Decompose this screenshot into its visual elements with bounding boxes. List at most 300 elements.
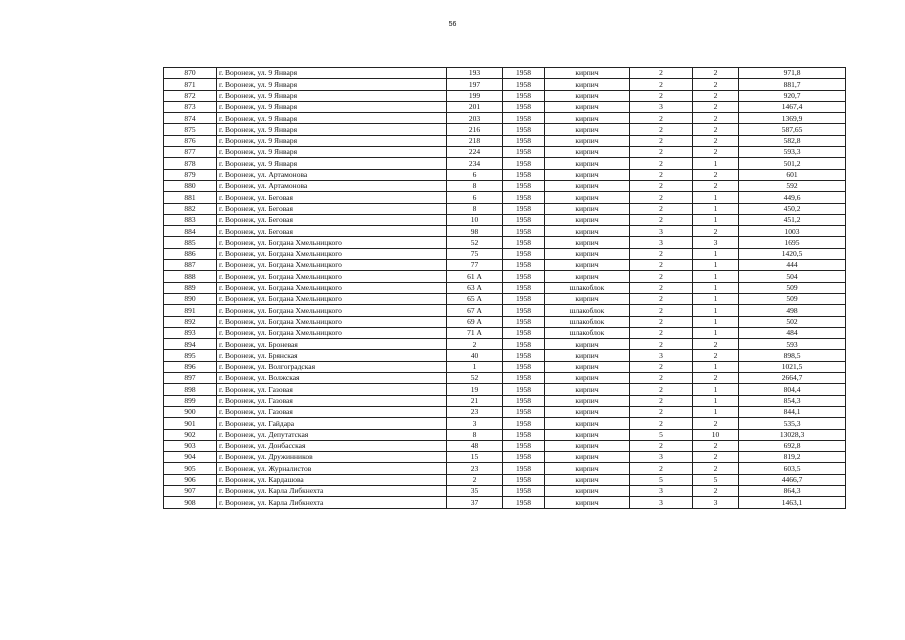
floors-cell: 5 xyxy=(630,429,693,440)
row-number-cell: 899 xyxy=(164,395,217,406)
floors-cell: 2 xyxy=(630,316,693,327)
table-row xyxy=(164,440,846,451)
entrances-cell: 2 xyxy=(693,169,739,180)
year-cell: 1958 xyxy=(503,497,545,508)
address-cell: г. Воронеж, ул. 9 Января xyxy=(217,124,447,135)
table-row xyxy=(164,135,846,146)
floors-cell: 2 xyxy=(630,384,693,395)
address-cell: г. Воронеж, ул. Богдана Хмельницкого xyxy=(217,237,447,248)
row-number-cell: 873 xyxy=(164,101,217,112)
house-number-cell: 71 А xyxy=(447,327,503,338)
material-cell: кирпич xyxy=(545,158,630,169)
material-cell: кирпич xyxy=(545,169,630,180)
address-cell: г. Воронеж, ул. Артамонова xyxy=(217,169,447,180)
material-cell: кирпич xyxy=(545,147,630,158)
table-row xyxy=(164,147,846,158)
house-number-cell: 75 xyxy=(447,248,503,259)
row-number-cell: 905 xyxy=(164,463,217,474)
table-row xyxy=(164,79,846,90)
material-cell: кирпич xyxy=(545,180,630,191)
row-number-cell: 896 xyxy=(164,361,217,372)
row-number-cell: 872 xyxy=(164,90,217,101)
year-cell: 1958 xyxy=(503,316,545,327)
year-cell: 1958 xyxy=(503,237,545,248)
house-number-cell: 8 xyxy=(447,429,503,440)
house-number-cell: 15 xyxy=(447,452,503,463)
house-number-cell: 48 xyxy=(447,440,503,451)
address-cell: г. Воронеж, ул. 9 Января xyxy=(217,101,447,112)
floors-cell: 2 xyxy=(630,214,693,225)
floors-cell: 2 xyxy=(630,158,693,169)
house-number-cell: 216 xyxy=(447,124,503,135)
house-number-cell: 77 xyxy=(447,260,503,271)
floors-cell: 2 xyxy=(630,135,693,146)
table-row xyxy=(164,282,846,293)
entrances-cell: 2 xyxy=(693,135,739,146)
area-cell: 1021,5 xyxy=(739,361,846,372)
address-cell: г. Воронеж, ул. Богдана Хмельницкого xyxy=(217,316,447,327)
year-cell: 1958 xyxy=(503,339,545,350)
entrances-cell: 1 xyxy=(693,293,739,304)
floors-cell: 2 xyxy=(630,293,693,304)
table-row xyxy=(164,226,846,237)
year-cell: 1958 xyxy=(503,79,545,90)
row-number-cell: 882 xyxy=(164,203,217,214)
house-number-cell: 98 xyxy=(447,226,503,237)
area-cell: 864,3 xyxy=(739,485,846,496)
material-cell: кирпич xyxy=(545,339,630,350)
entrances-cell: 2 xyxy=(693,440,739,451)
floors-cell: 2 xyxy=(630,282,693,293)
house-number-cell: 37 xyxy=(447,497,503,508)
material-cell: кирпич xyxy=(545,418,630,429)
material-cell: кирпич xyxy=(545,226,630,237)
house-number-cell: 199 xyxy=(447,90,503,101)
floors-cell: 2 xyxy=(630,373,693,384)
floors-cell: 2 xyxy=(630,463,693,474)
material-cell: кирпич xyxy=(545,395,630,406)
area-cell: 587,65 xyxy=(739,124,846,135)
area-cell: 450,2 xyxy=(739,203,846,214)
entrances-cell: 2 xyxy=(693,147,739,158)
address-cell: г. Воронеж, ул. Богдана Хмельницкого xyxy=(217,327,447,338)
table-row xyxy=(164,339,846,350)
address-cell: г. Воронеж, ул. Богдана Хмельницкого xyxy=(217,305,447,316)
house-number-cell: 218 xyxy=(447,135,503,146)
entrances-cell: 2 xyxy=(693,373,739,384)
area-cell: 1467,4 xyxy=(739,101,846,112)
area-cell: 854,3 xyxy=(739,395,846,406)
row-number-cell: 897 xyxy=(164,373,217,384)
material-cell: кирпич xyxy=(545,248,630,259)
area-cell: 592 xyxy=(739,180,846,191)
address-cell: г. Воронеж, ул. Газовая xyxy=(217,406,447,417)
row-number-cell: 904 xyxy=(164,452,217,463)
row-number-cell: 874 xyxy=(164,113,217,124)
house-number-cell: 224 xyxy=(447,147,503,158)
house-number-cell: 2 xyxy=(447,474,503,485)
address-cell: г. Воронеж, ул. 9 Января xyxy=(217,147,447,158)
entrances-cell: 3 xyxy=(693,237,739,248)
year-cell: 1958 xyxy=(503,452,545,463)
floors-cell: 3 xyxy=(630,350,693,361)
area-cell: 449,6 xyxy=(739,192,846,203)
address-cell: г. Воронеж, ул. Карла Либкнехта xyxy=(217,485,447,496)
entrances-cell: 1 xyxy=(693,327,739,338)
entrances-cell: 2 xyxy=(693,485,739,496)
floors-cell: 3 xyxy=(630,452,693,463)
house-number-cell: 40 xyxy=(447,350,503,361)
material-cell: кирпич xyxy=(545,203,630,214)
table-row xyxy=(164,158,846,169)
house-number-cell: 6 xyxy=(447,192,503,203)
row-number-cell: 875 xyxy=(164,124,217,135)
table-row xyxy=(164,260,846,271)
year-cell: 1958 xyxy=(503,68,545,79)
area-cell: 601 xyxy=(739,169,846,180)
floors-cell: 2 xyxy=(630,147,693,158)
row-number-cell: 877 xyxy=(164,147,217,158)
floors-cell: 2 xyxy=(630,305,693,316)
address-cell: г. Воронеж, ул. Газовая xyxy=(217,384,447,395)
table-row xyxy=(164,474,846,485)
area-cell: 498 xyxy=(739,305,846,316)
entrances-cell: 1 xyxy=(693,192,739,203)
table-row xyxy=(164,90,846,101)
address-cell: г. Воронеж, ул. Гайдара xyxy=(217,418,447,429)
entrances-cell: 2 xyxy=(693,418,739,429)
entrances-cell: 3 xyxy=(693,497,739,508)
floors-cell: 2 xyxy=(630,418,693,429)
table-row xyxy=(164,361,846,372)
entrances-cell: 1 xyxy=(693,271,739,282)
area-cell: 898,5 xyxy=(739,350,846,361)
table-row xyxy=(164,180,846,191)
table-row xyxy=(164,248,846,259)
year-cell: 1958 xyxy=(503,192,545,203)
entrances-cell: 1 xyxy=(693,282,739,293)
floors-cell: 2 xyxy=(630,395,693,406)
year-cell: 1958 xyxy=(503,124,545,135)
address-cell: г. Воронеж, ул. Богдана Хмельницкого xyxy=(217,260,447,271)
entrances-cell: 2 xyxy=(693,463,739,474)
year-cell: 1958 xyxy=(503,485,545,496)
entrances-cell: 1 xyxy=(693,248,739,259)
year-cell: 1958 xyxy=(503,395,545,406)
address-cell: г. Воронеж, ул. Богдана Хмельницкого xyxy=(217,293,447,304)
row-number-cell: 889 xyxy=(164,282,217,293)
area-cell: 535,3 xyxy=(739,418,846,429)
floors-cell: 2 xyxy=(630,327,693,338)
house-number-cell: 201 xyxy=(447,101,503,112)
address-cell: г. Воронеж, ул. Газовая xyxy=(217,395,447,406)
floors-cell: 2 xyxy=(630,440,693,451)
area-cell: 509 xyxy=(739,282,846,293)
area-cell: 1463,1 xyxy=(739,497,846,508)
area-cell: 844,1 xyxy=(739,406,846,417)
house-number-cell: 197 xyxy=(447,79,503,90)
address-cell: г. Воронеж, ул. Броневая xyxy=(217,339,447,350)
entrances-cell: 2 xyxy=(693,90,739,101)
material-cell: кирпич xyxy=(545,485,630,496)
entrances-cell: 10 xyxy=(693,429,739,440)
entrances-cell: 2 xyxy=(693,101,739,112)
table-row xyxy=(164,395,846,406)
material-cell: кирпич xyxy=(545,135,630,146)
address-cell: г. Воронеж, ул. Богдана Хмельницкого xyxy=(217,271,447,282)
address-cell: г. Воронеж, ул. Беговая xyxy=(217,214,447,225)
table-row xyxy=(164,316,846,327)
year-cell: 1958 xyxy=(503,406,545,417)
floors-cell: 2 xyxy=(630,260,693,271)
area-cell: 804,4 xyxy=(739,384,846,395)
row-number-cell: 908 xyxy=(164,497,217,508)
floors-cell: 2 xyxy=(630,248,693,259)
year-cell: 1958 xyxy=(503,113,545,124)
row-number-cell: 895 xyxy=(164,350,217,361)
house-number-cell: 61 А xyxy=(447,271,503,282)
row-number-cell: 879 xyxy=(164,169,217,180)
table-row xyxy=(164,384,846,395)
floors-cell: 2 xyxy=(630,339,693,350)
entrances-cell: 5 xyxy=(693,474,739,485)
floors-cell: 2 xyxy=(630,361,693,372)
area-cell: 504 xyxy=(739,271,846,282)
row-number-cell: 900 xyxy=(164,406,217,417)
entrances-cell: 1 xyxy=(693,158,739,169)
area-cell: 819,2 xyxy=(739,452,846,463)
house-number-cell: 23 xyxy=(447,463,503,474)
house-number-cell: 193 xyxy=(447,68,503,79)
row-number-cell: 906 xyxy=(164,474,217,485)
material-cell: кирпич xyxy=(545,373,630,384)
address-cell: г. Воронеж, ул. Богдана Хмельницкого xyxy=(217,282,447,293)
material-cell: кирпич xyxy=(545,497,630,508)
year-cell: 1958 xyxy=(503,327,545,338)
table-row xyxy=(164,271,846,282)
address-cell: г. Воронеж, ул. 9 Января xyxy=(217,113,447,124)
floors-cell: 2 xyxy=(630,169,693,180)
floors-cell: 2 xyxy=(630,203,693,214)
year-cell: 1958 xyxy=(503,271,545,282)
table-row xyxy=(164,101,846,112)
entrances-cell: 2 xyxy=(693,339,739,350)
address-cell: г. Воронеж, ул. Брянская xyxy=(217,350,447,361)
address-cell: г. Воронеж, ул. Донбасская xyxy=(217,440,447,451)
area-cell: 603,5 xyxy=(739,463,846,474)
year-cell: 1958 xyxy=(503,248,545,259)
floors-cell: 3 xyxy=(630,485,693,496)
table-row xyxy=(164,169,846,180)
row-number-cell: 887 xyxy=(164,260,217,271)
row-number-cell: 892 xyxy=(164,316,217,327)
table-row xyxy=(164,418,846,429)
floors-cell: 3 xyxy=(630,101,693,112)
address-cell: г. Воронеж, ул. Волгоградская xyxy=(217,361,447,372)
year-cell: 1958 xyxy=(503,293,545,304)
address-cell: г. Воронеж, ул. Беговая xyxy=(217,192,447,203)
table-row xyxy=(164,327,846,338)
year-cell: 1958 xyxy=(503,169,545,180)
floors-cell: 2 xyxy=(630,68,693,79)
material-cell: кирпич xyxy=(545,440,630,451)
area-cell: 13028,3 xyxy=(739,429,846,440)
entrances-cell: 1 xyxy=(693,384,739,395)
material-cell: кирпич xyxy=(545,113,630,124)
area-cell: 1003 xyxy=(739,226,846,237)
table-row xyxy=(164,485,846,496)
area-cell: 1695 xyxy=(739,237,846,248)
row-number-cell: 878 xyxy=(164,158,217,169)
house-number-cell: 35 xyxy=(447,485,503,496)
house-number-cell: 63 А xyxy=(447,282,503,293)
house-number-cell: 2 xyxy=(447,339,503,350)
house-number-cell: 21 xyxy=(447,395,503,406)
floors-cell: 3 xyxy=(630,226,693,237)
material-cell: кирпич xyxy=(545,361,630,372)
table-row xyxy=(164,237,846,248)
row-number-cell: 884 xyxy=(164,226,217,237)
year-cell: 1958 xyxy=(503,101,545,112)
row-number-cell: 880 xyxy=(164,180,217,191)
year-cell: 1958 xyxy=(503,361,545,372)
entrances-cell: 2 xyxy=(693,226,739,237)
area-cell: 501,2 xyxy=(739,158,846,169)
material-cell: кирпич xyxy=(545,452,630,463)
material-cell: шлакоблок xyxy=(545,305,630,316)
row-number-cell: 903 xyxy=(164,440,217,451)
table-row xyxy=(164,463,846,474)
area-cell: 920,7 xyxy=(739,90,846,101)
material-cell: кирпич xyxy=(545,384,630,395)
table-row xyxy=(164,497,846,508)
year-cell: 1958 xyxy=(503,226,545,237)
floors-cell: 3 xyxy=(630,497,693,508)
address-cell: г. Воронеж, ул. Журналистов xyxy=(217,463,447,474)
address-cell: г. Воронеж, ул. 9 Января xyxy=(217,158,447,169)
address-cell: г. Воронеж, ул. 9 Января xyxy=(217,79,447,90)
address-cell: г. Воронеж, ул. Дружинников xyxy=(217,452,447,463)
house-number-cell: 6 xyxy=(447,169,503,180)
table-row xyxy=(164,113,846,124)
row-number-cell: 907 xyxy=(164,485,217,496)
floors-cell: 5 xyxy=(630,474,693,485)
table-row xyxy=(164,293,846,304)
material-cell: шлакоблок xyxy=(545,282,630,293)
row-number-cell: 876 xyxy=(164,135,217,146)
year-cell: 1958 xyxy=(503,147,545,158)
year-cell: 1958 xyxy=(503,135,545,146)
entrances-cell: 1 xyxy=(693,203,739,214)
area-cell: 593,3 xyxy=(739,147,846,158)
material-cell: кирпич xyxy=(545,79,630,90)
entrances-cell: 2 xyxy=(693,350,739,361)
floors-cell: 2 xyxy=(630,79,693,90)
address-cell: г. Воронеж, ул. Карла Либкнехта xyxy=(217,497,447,508)
entrances-cell: 1 xyxy=(693,305,739,316)
material-cell: шлакоблок xyxy=(545,316,630,327)
year-cell: 1958 xyxy=(503,260,545,271)
area-cell: 692,8 xyxy=(739,440,846,451)
housing-registry-table xyxy=(163,67,846,509)
material-cell: кирпич xyxy=(545,101,630,112)
year-cell: 1958 xyxy=(503,203,545,214)
area-cell: 451,2 xyxy=(739,214,846,225)
entrances-cell: 1 xyxy=(693,406,739,417)
row-number-cell: 893 xyxy=(164,327,217,338)
house-number-cell: 69 А xyxy=(447,316,503,327)
area-cell: 881,7 xyxy=(739,79,846,90)
year-cell: 1958 xyxy=(503,373,545,384)
area-cell: 971,8 xyxy=(739,68,846,79)
floors-cell: 3 xyxy=(630,237,693,248)
house-number-cell: 203 xyxy=(447,113,503,124)
row-number-cell: 881 xyxy=(164,192,217,203)
year-cell: 1958 xyxy=(503,463,545,474)
area-cell: 502 xyxy=(739,316,846,327)
table-body xyxy=(164,68,846,509)
entrances-cell: 2 xyxy=(693,113,739,124)
row-number-cell: 871 xyxy=(164,79,217,90)
address-cell: г. Воронеж, ул. Беговая xyxy=(217,203,447,214)
row-number-cell: 883 xyxy=(164,214,217,225)
floors-cell: 2 xyxy=(630,406,693,417)
table-row xyxy=(164,350,846,361)
area-cell: 444 xyxy=(739,260,846,271)
address-cell: г. Воронеж, ул. Артамонова xyxy=(217,180,447,191)
entrances-cell: 2 xyxy=(693,68,739,79)
address-cell: г. Воронеж, ул. Кардашова xyxy=(217,474,447,485)
material-cell: кирпич xyxy=(545,406,630,417)
material-cell: кирпич xyxy=(545,271,630,282)
year-cell: 1958 xyxy=(503,282,545,293)
area-cell: 593 xyxy=(739,339,846,350)
material-cell: кирпич xyxy=(545,68,630,79)
floors-cell: 2 xyxy=(630,271,693,282)
entrances-cell: 1 xyxy=(693,361,739,372)
table-row xyxy=(164,373,846,384)
entrances-cell: 2 xyxy=(693,124,739,135)
row-number-cell: 870 xyxy=(164,68,217,79)
address-cell: г. Воронеж, ул. 9 Января xyxy=(217,68,447,79)
entrances-cell: 2 xyxy=(693,452,739,463)
house-number-cell: 67 А xyxy=(447,305,503,316)
address-cell: г. Воронеж, ул. 9 Января xyxy=(217,135,447,146)
year-cell: 1958 xyxy=(503,429,545,440)
year-cell: 1958 xyxy=(503,440,545,451)
entrances-cell: 2 xyxy=(693,79,739,90)
floors-cell: 2 xyxy=(630,90,693,101)
row-number-cell: 894 xyxy=(164,339,217,350)
area-cell: 582,8 xyxy=(739,135,846,146)
table-row xyxy=(164,406,846,417)
entrances-cell: 2 xyxy=(693,180,739,191)
row-number-cell: 902 xyxy=(164,429,217,440)
row-number-cell: 886 xyxy=(164,248,217,259)
area-cell: 1420,5 xyxy=(739,248,846,259)
page-number: 56 xyxy=(448,21,457,28)
table-row xyxy=(164,305,846,316)
table-row xyxy=(164,452,846,463)
area-cell: 509 xyxy=(739,293,846,304)
material-cell: кирпич xyxy=(545,474,630,485)
material-cell: кирпич xyxy=(545,293,630,304)
entrances-cell: 1 xyxy=(693,260,739,271)
area-cell: 2664,7 xyxy=(739,373,846,384)
year-cell: 1958 xyxy=(503,474,545,485)
table-row xyxy=(164,429,846,440)
year-cell: 1958 xyxy=(503,350,545,361)
